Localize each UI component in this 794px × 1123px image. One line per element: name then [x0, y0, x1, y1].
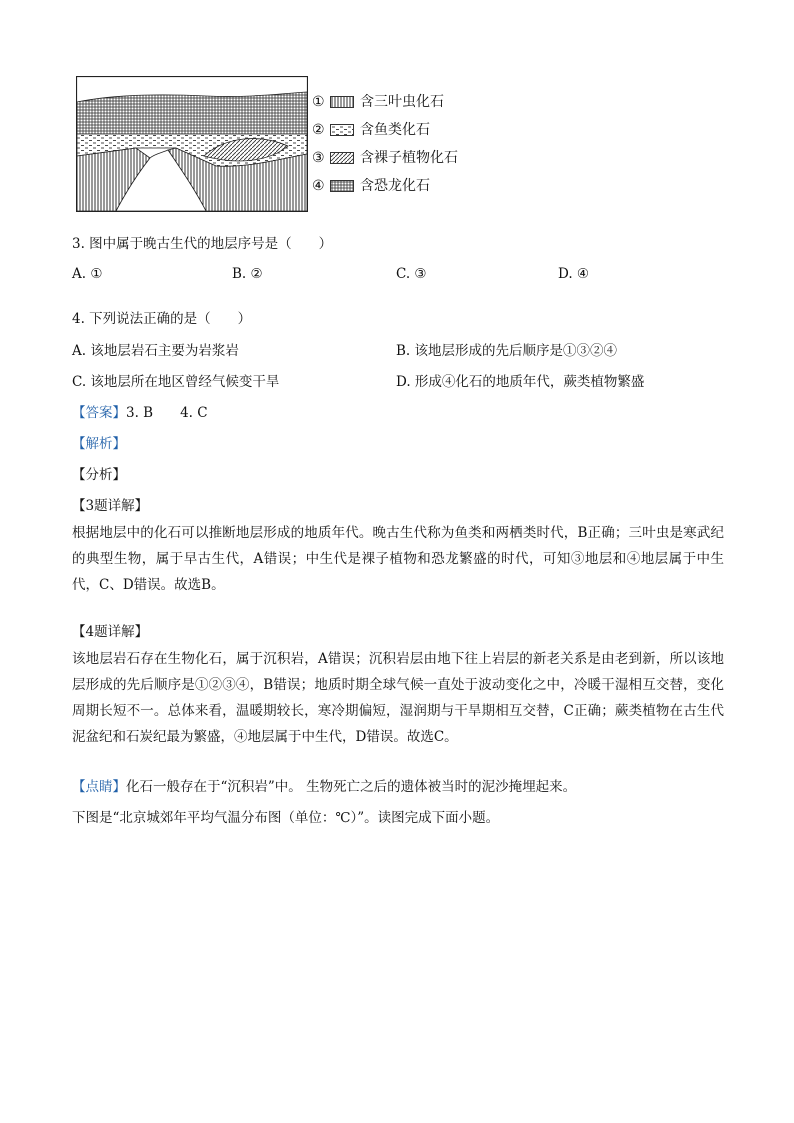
q4-option-d: D. 形成④化石的地质年代，蕨类植物繁盛 [396, 374, 645, 390]
legend-item [312, 116, 458, 144]
legend-label: 含裸子植物化石 [360, 150, 458, 166]
strata-diagram [76, 76, 308, 212]
q4-detail-text: 该地层岩石存在生物化石，属于沉积岩，A错误；沉积岩层由地下往上岩层的新老关系是由老到新，所以该地层形成的先后顺序是①②③④，B错误；地质时期全球气候一直处于波动变化之中，冷暖干湿相互交替，变化周期长短不一。总体来看，温暖期较长，寒冷期偏短，湿润期与干旱期相互交替，C正确；蕨类植物在古生代泥盆纪和石炭纪最为繁盛，④地层属于中生代，D错误。故选C。 [72, 651, 724, 745]
legend-item [312, 172, 458, 200]
legend-number: ④ [312, 178, 325, 194]
analysis-tag: 【解析】 [72, 436, 126, 452]
q3-option-d: D. ④ [558, 266, 590, 282]
dianjing-line [72, 775, 576, 795]
dianjing-text: 化石一般存在于“沉积岩”中。 生物死亡之后的遗体被当时的泥沙掩埋起来。 [126, 779, 577, 795]
legend-label: 含三叶虫化石 [360, 94, 444, 110]
q3-option-a: A. ① [72, 266, 103, 282]
dianjing-tag: 【点睛】 [72, 779, 126, 795]
legend-label: 含恐龙化石 [360, 178, 430, 194]
legend-number: ① [312, 94, 325, 110]
legend-item [312, 144, 458, 172]
grid-swatch-icon [330, 180, 354, 192]
question-3-stem: 3. 图中属于晚古生代的地层序号是（ ） [72, 236, 333, 252]
legend-item [312, 88, 458, 116]
legend-label: 含鱼类化石 [360, 122, 430, 138]
figure-legend [312, 88, 458, 200]
q3-detail-tag: 【3题详解】 [72, 498, 149, 514]
q4-option-b: B. 该地层形成的先后顺序是①③②④ [396, 343, 618, 359]
answer-line [72, 401, 208, 421]
q4-option-c: C. 该地层所在地区曾经气候变干旱 [72, 374, 280, 390]
answer-text: 3. B 4. C [126, 405, 208, 421]
vertical-lines-swatch-icon [330, 96, 354, 108]
q4-option-a: A. 该地层岩石主要为岩浆岩 [72, 343, 239, 359]
fenxi-tag: 【分析】 [72, 467, 126, 483]
q3-option-b: B. ② [232, 266, 263, 282]
legend-number: ② [312, 122, 325, 138]
q3-option-c: C. ③ [396, 266, 427, 282]
q3-detail-text: 根据地层中的化石可以推断地层形成的地质年代。晚古生代称为鱼类和两栖类时代，B正确；三叶虫是寒武纪的典型生物，属于早古生代，A错误；中生代是裸子植物和恐龙繁盛的时代，可知③地层和④地层属于中生代，C、D错误。故选B。 [72, 525, 724, 593]
dashes-swatch-icon [330, 124, 354, 136]
question-4-stem: 4. 下列说法正确的是（ ） [72, 311, 252, 327]
diagonal-lines-swatch-icon [330, 152, 354, 164]
legend-number: ③ [312, 150, 325, 166]
q4-detail-tag: 【4题详解】 [72, 624, 149, 640]
answer-tag: 【答案】 [72, 405, 126, 421]
next-intro: 下图是“北京城郊年平均气温分布图（单位：℃）”。读图完成下面小题。 [72, 810, 500, 826]
